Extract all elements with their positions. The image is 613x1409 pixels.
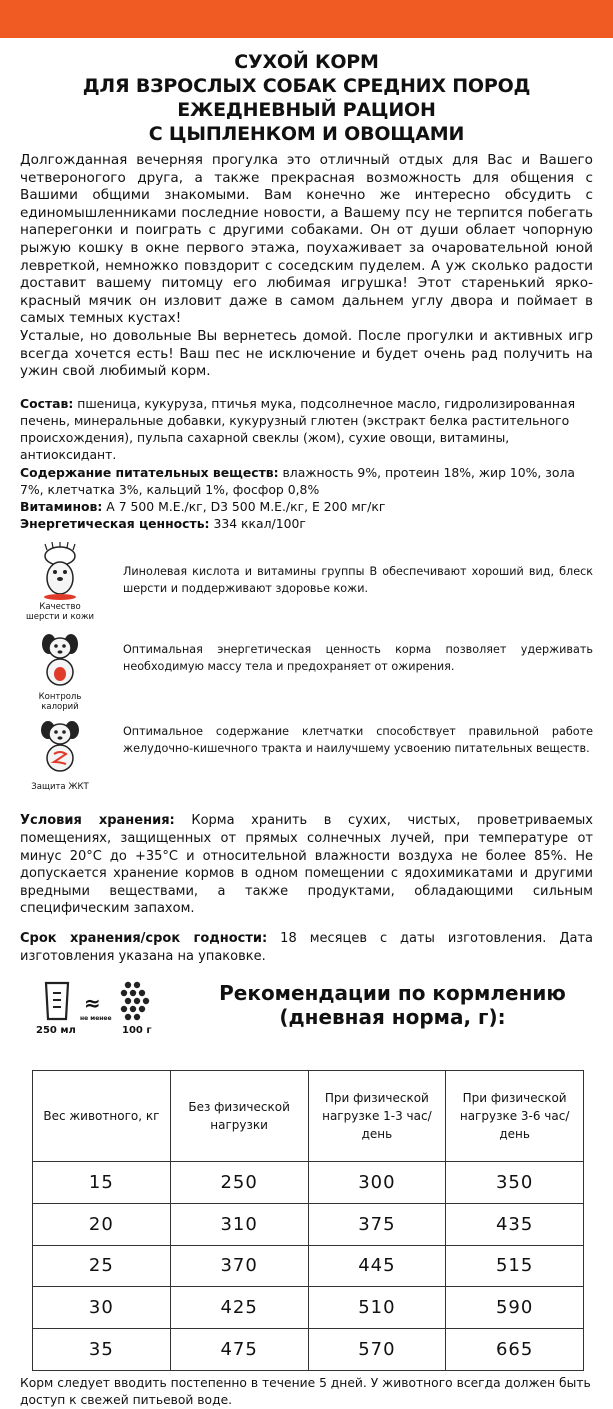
- dog-brush-icon: [35, 542, 85, 600]
- table-cell: 15: [33, 1162, 171, 1204]
- storage-conditions: [20, 812, 593, 918]
- nutrients-text: влажность 9%, протеин 18%, жир 10%, зола 7%, клетчатка 3%, кальций 1%, фосфор 0,8%: [20, 464, 575, 497]
- product-title: [0, 50, 613, 146]
- energy-text: 334 ккал/100г: [209, 516, 306, 532]
- column-header: Вес животного, кг: [33, 1071, 171, 1162]
- measuring-cup-icon: [42, 981, 72, 1021]
- table-row: [33, 1162, 584, 1204]
- table-cell: 375: [308, 1203, 446, 1245]
- title-line: ЕЖЕДНЕВНЫЙ РАЦИОН: [177, 99, 436, 121]
- feeding-title: Рекомендации по кормлению (дневная норма, г):: [219, 981, 566, 1030]
- shelf-life: [20, 930, 593, 965]
- footnote: Корм следует вводить постепенно в течение 5 дней. У животного всегда должен быть доступ к свежей питьевой воде.: [20, 1376, 591, 1407]
- table-cell: 300: [308, 1162, 446, 1204]
- table-cell: 25: [33, 1245, 171, 1287]
- composition-label: Состав:: [20, 395, 74, 411]
- table-row: [33, 1245, 584, 1287]
- benefit-coat: [20, 542, 593, 630]
- table-cell: 435: [446, 1203, 584, 1245]
- table-cell: 445: [308, 1245, 446, 1287]
- vitamins: [20, 498, 593, 515]
- shelf-life-text: 18 месяцев с даты изготовления. Дата изготовления указана на упаковке.: [20, 930, 593, 964]
- approx-sign: ≈: [84, 991, 101, 1016]
- table-cell: 20: [33, 1203, 171, 1245]
- table-cell: 30: [33, 1287, 171, 1329]
- table-cell: 35: [33, 1329, 171, 1371]
- storage-text: Корма хранить в сухих, чистых, проветриваемых помещениях, защищенных от прямых солнечных лучей, при температуре от минус 20°С до +35°С и относительной влажности воздуха не более 85%. Не допускается хранение кормов в одном помещении с ядохимикатами и другими вредными веществами, а также продуктами, обладающими сильным специфическим запахом.: [20, 813, 593, 917]
- product-details: [20, 395, 593, 533]
- table-row: [33, 1329, 584, 1371]
- table-cell: 590: [446, 1287, 584, 1329]
- benefit-digestion: [20, 718, 593, 806]
- weight-label: 100 г: [122, 1025, 152, 1037]
- table-header-row: [33, 1071, 584, 1162]
- table-cell: 515: [446, 1245, 584, 1287]
- benefit-caption: Защита ЖКТ: [31, 782, 89, 793]
- table-cell: 665: [446, 1329, 584, 1371]
- table-cell: 570: [308, 1329, 446, 1371]
- dog-calories-icon: [35, 630, 85, 688]
- energy-label: Энергетическая ценность:: [20, 516, 210, 532]
- table-cell: 425: [170, 1287, 308, 1329]
- feeding-table: [32, 1070, 584, 1371]
- benefit-text: Оптимальная энергетическая ценность корма позволяет удерживать необходимую массу тела и предохраняет от ожирения.: [123, 643, 593, 673]
- intro-paragraph-1: Долгожданная вечерняя прогулка это отличный отдых для Вас и Вашего четвероногого друга, а также прекрасная возможность для общения с Вашими общими знакомыми. Вам конечно же интересно обсудить с единомышленниками последние новости, а Вашему псу не терпится побегать наперегонки и поиграть с другими собаками. Он от души облает чопорную рыжую кошку в окне первого этажа, поухаживает за очаровательной юной левреткой, немножко повздорит с соседским пуделем. А уж сколько радости доставит вашему питомцу его любимая игрушка! Этот старенький ярко-красный мячик он изловит даже в самом дальнем углу двора и поймает в самых темных кустах!: [20, 152, 593, 327]
- benefit-text: Линолевая кислота и витамины группы В обеспечивают хороший вид, блеск шерсти и поддерживают здоровье кожи.: [123, 565, 593, 595]
- feeding-header: [20, 981, 593, 1049]
- table-row: [33, 1287, 584, 1329]
- benefit-caption: Качество шерсти и кожи: [26, 602, 94, 623]
- title-line: С ЦЫПЛЕНКОМ И ОВОЩАМИ: [148, 123, 465, 145]
- composition: [20, 395, 593, 464]
- vitamins-text: А 7 500 М.Е./кг, D3 500 М.Е./кг, Е 200 мг/кг: [102, 498, 386, 514]
- column-header: При физической нагрузке 1-3 час/день: [308, 1071, 446, 1162]
- table-cell: 350: [446, 1162, 584, 1204]
- intro-text: [20, 152, 593, 381]
- energy: [20, 515, 593, 532]
- column-header: Без физической нагрузки: [170, 1071, 308, 1162]
- table-cell: 370: [170, 1245, 308, 1287]
- nutrients: [20, 464, 593, 498]
- title-line: ДЛЯ ВЗРОСЛЫХ СОБАК СРЕДНИХ ПОРОД: [82, 75, 531, 97]
- label-page: [0, 38, 613, 1049]
- benefit-calories: [20, 630, 593, 718]
- shelf-life-label: Срок хранения/срок годности:: [20, 930, 268, 946]
- table-cell: 250: [170, 1162, 308, 1204]
- column-header: При физической нагрузке 3-6 час/день: [446, 1071, 584, 1162]
- benefit-caption: Контроль калорий: [38, 692, 82, 713]
- composition-text: пшеница, кукуруза, птичья мука, подсолнечное масло, гидролизированная печень, минеральные добавки, кукурузный глютен (экстракт белка растительного происхождения), пульпа сахарной свеклы (жом), сухие овощи, витамины, антиоксидант.: [20, 395, 576, 463]
- kibble-icon: [120, 981, 150, 1021]
- table-cell: 510: [308, 1287, 446, 1329]
- table-cell: 310: [170, 1203, 308, 1245]
- volume-label: 250 мл: [36, 1025, 76, 1037]
- benefits-list: [20, 542, 593, 806]
- intro-paragraph-2: Усталые, но довольные Вы вернетесь домой. После прогулки и активных игр всегда хочется есть! Ваш пес не исключение и будет очень рад получить на ужин свой любимый корм.: [20, 327, 593, 380]
- dog-digestion-icon: [35, 718, 85, 776]
- table-row: [33, 1203, 584, 1245]
- table-cell: 475: [170, 1329, 308, 1371]
- top-color-bar: [0, 0, 613, 38]
- min-note: не менее: [80, 1015, 112, 1023]
- benefit-text: Оптимальное содержание клетчатки способствует правильной работе желудочно-кишечного тракта и наилучшему усвоению питательных веществ.: [123, 725, 593, 755]
- title-line: СУХОЙ КОРМ: [234, 51, 379, 73]
- nutrients-label: Содержание питательных веществ:: [20, 464, 279, 480]
- storage-label: Условия хранения:: [20, 813, 175, 829]
- measure-conversion: [36, 981, 176, 1041]
- vitamins-label: Витаминов:: [20, 498, 103, 514]
